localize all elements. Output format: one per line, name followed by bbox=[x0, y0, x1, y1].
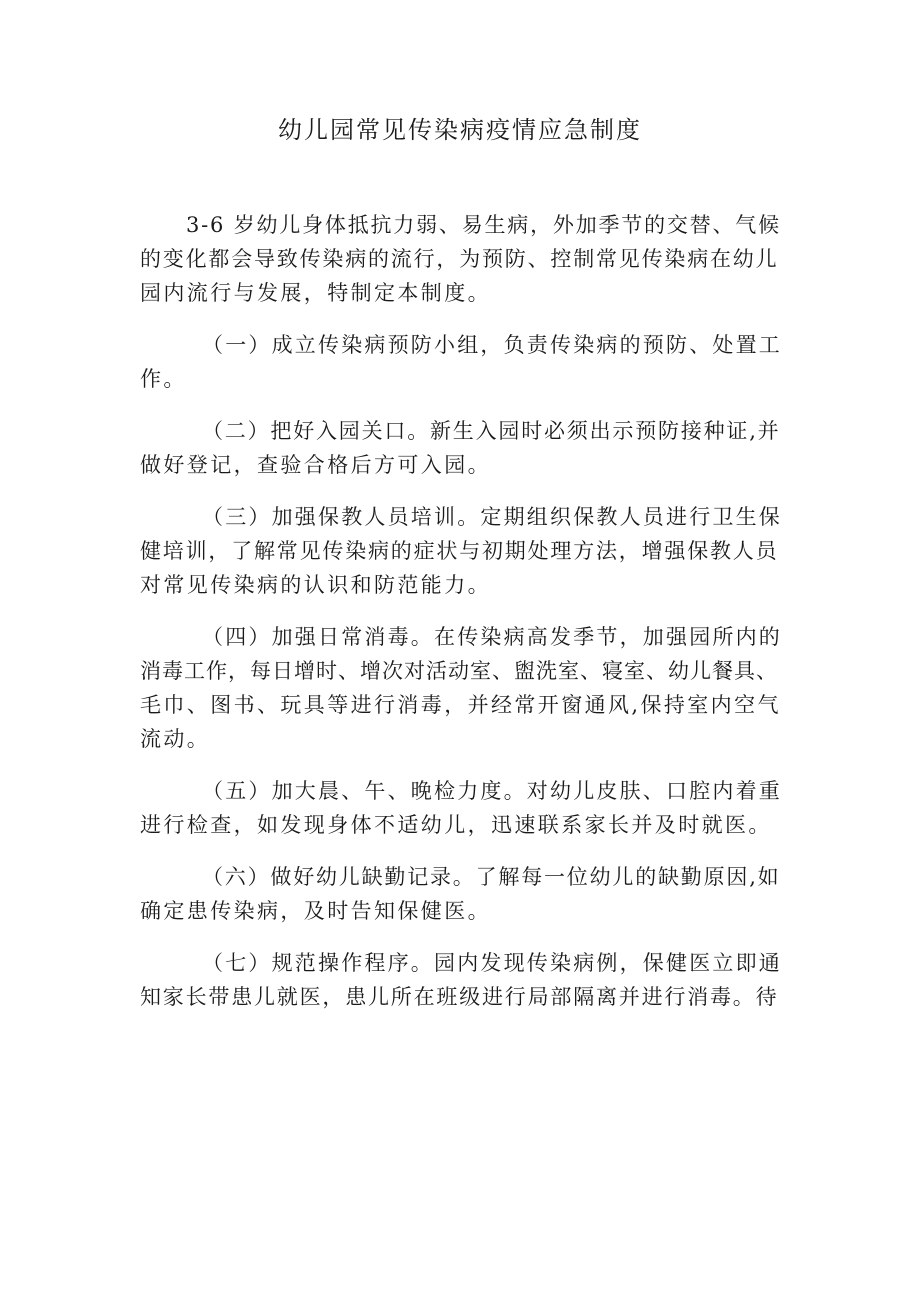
paragraph-line: 毛巾、图书、玩具等进行消毒，并经常开窗通风,保持室内空气 bbox=[140, 693, 781, 717]
paragraph-line: （二）把好入园关口。新生入园时必须出示预防接种证,并 bbox=[202, 419, 781, 443]
document-title: 幼儿园常见传染病疫情应急制度 bbox=[278, 116, 642, 144]
paragraph-line: 做好登记，查验合格后方可入园。 bbox=[140, 453, 491, 477]
paragraph-intro bbox=[140, 208, 782, 310]
paragraph-line: 进行检查，如发现身体不适幼儿，迅速联系家长并及时就医。 bbox=[140, 813, 772, 837]
paragraph-line: 对常见传染病的认识和防范能力。 bbox=[140, 573, 491, 597]
paragraph-item-4 bbox=[140, 620, 782, 756]
paragraph-line: 确定患传染病，及时告知保健医。 bbox=[140, 899, 491, 923]
paragraph-item-2 bbox=[140, 414, 782, 482]
paragraph-line: （七）规范操作程序。园内发现传染病例，保健医立即通 bbox=[202, 951, 782, 975]
paragraph-line: 健培训，了解常见传染病的症状与初期处理方法，增强保教人员 bbox=[140, 539, 779, 563]
paragraph-line: 的变化都会导致传染病的流行，为预防、控制常见传染病在幼儿 bbox=[140, 247, 779, 271]
paragraph-line: （四）加强日常消毒。在传染病高发季节，加强园所内的 bbox=[202, 625, 782, 649]
paragraph-item-6 bbox=[140, 860, 782, 928]
paragraph-line: （三）加强保教人员培训。定期组织保教人员进行卫生保 bbox=[202, 505, 782, 529]
paragraph-item-5 bbox=[140, 774, 782, 842]
paragraph-item-1 bbox=[140, 328, 782, 396]
paragraph-line: （六）做好幼儿缺勤记录。了解每一位幼儿的缺勤原因,如 bbox=[202, 865, 781, 889]
paragraph-line: 知家长带患儿就医，患儿所在班级进行局部隔离并进行消毒。待 bbox=[140, 985, 779, 1009]
paragraph-line: 消毒工作，每日增时、增次对活动室、盥洗室、寝室、幼儿餐具、 bbox=[140, 659, 778, 683]
paragraph-item-7 bbox=[140, 946, 782, 1014]
paragraph-line: 3-6 岁幼儿身体抵抗力弱、易生病，外加季节的交替、气候 bbox=[186, 213, 781, 237]
document-body bbox=[140, 208, 782, 1014]
paragraph-line: 园内流行与发展，特制定本制度。 bbox=[140, 281, 491, 305]
paragraph-line: （一）成立传染病预防小组，负责传染病的预防、处置工 bbox=[202, 333, 782, 357]
paragraph-item-3 bbox=[140, 500, 782, 602]
paragraph-line: 流动。 bbox=[140, 727, 211, 751]
paragraph-line: （五）加大晨、午、晚检力度。对幼儿皮肤、口腔内着重 bbox=[202, 779, 782, 803]
paragraph-line: 作。 bbox=[140, 367, 187, 391]
